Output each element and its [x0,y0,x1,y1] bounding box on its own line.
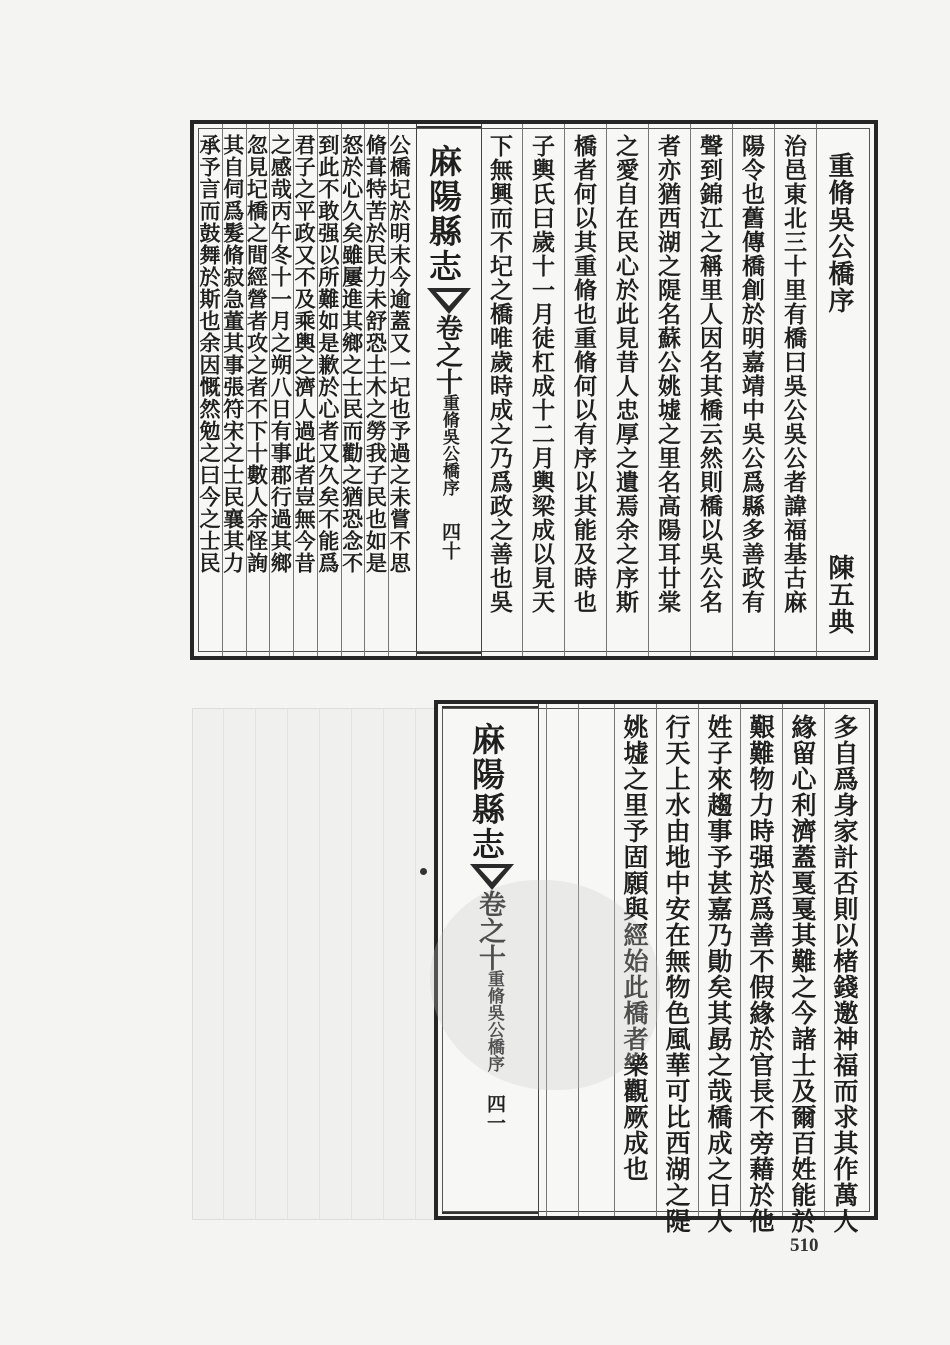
column-rule [388,124,389,656]
text-column: 治邑東北三十里有橋曰吳公吳公者諱福基古麻 [780,134,807,614]
column-rule [317,124,318,656]
text-column: 多自爲身家計否則以楮錢邀神福而求其作萬人 [830,714,859,1234]
text-column: 公橋圮於明末今逾蓋又一圮也予過之未嘗不思 [387,134,413,574]
column-rule [246,124,247,656]
juan-number: 卷之十 [431,314,462,395]
text-column: 緣留心利濟蓋戛戛其難之今諸士及爾百姓能於 [788,714,817,1234]
column-rule [293,124,294,656]
text-column: 之愛自在民心於此見昔人忠厚之遺焉余之序斯 [612,134,639,614]
gazetteer-title: 麻陽縣志 [424,144,463,284]
top-leaf [190,120,878,660]
column-rule [269,124,270,656]
text-column: 下無興而不圮之橋唯歲時成之乃爲政之善也吳 [486,134,513,614]
text-column: 君子之平政又不及乘輿之濟人過此者豈無今昔 [292,134,318,574]
column-rule [364,124,365,656]
text-column: 者亦猶西湖之隄名蘇公姚墟之里名高陽耳廿棠 [654,134,681,614]
text-column: 承予言而鼓舞於斯也余因慨然勉之曰今之士民 [197,134,222,574]
text-column: 到此不敢强以所難如是歉於心者又久矣不能爲 [315,134,341,574]
text-column: 行天上水由地中安在無物色風華可比西湖之隄 [662,714,691,1234]
author-name: 陳五典 [824,554,854,635]
folio-number: 四十 [439,522,461,560]
ink-dot [420,868,427,875]
text-column: 子輿氏曰歲十一月徒杠成十二月輿梁成以見天 [528,134,555,614]
text-column: 姚墟之里予固願與經始此橋者樂觀厥成也 [620,714,649,1182]
text-column: 聲到錦江之稱里人因名其橋云然則橋以吳公名 [696,134,723,614]
text-column: 忽見圮橋之間經營者攻之者不下十數人余怪詢 [244,134,270,574]
column-rule [222,124,223,656]
page-number: 510 [790,1235,819,1256]
center-subtitle: 重脩吳公橋序 [438,394,459,496]
text-column: 橋者何以其重脩也重脩何以有序以其能及時也 [570,134,597,614]
essay-title: 重脩吳公橋序 [824,152,854,314]
text-column: 脩葺特苦於民力未舒恐土木之勞我子民也如是 [363,134,389,574]
text-column: 陽令也舊傳橋創於明嘉靖中吳公爲縣多善政有 [738,134,765,614]
ghost-leaf-bleedthrough [192,708,444,1220]
folio-number: 四一 [484,1094,506,1132]
text-column: 之感哉丙午冬十一月之朔八日有事郡行過其鄉 [268,134,294,574]
fish-tail-mark [427,288,471,314]
text-column: 怒於心久矣雖屢進其鄉之士民而勸之猶恐念不 [339,134,365,574]
text-column: 姓子來趨事予甚嘉乃勛矣其勗之哉橋成之日人 [704,714,733,1234]
center-strip [416,124,482,656]
text-column: 艱難物力時强於爲善不假緣於官長不旁藉於他 [746,714,775,1234]
text-column: 其自伺爲髮脩寂急董其事張符宋之士民襄其力 [220,134,246,574]
center-subtitle: 重脩吳公橋序 [483,970,504,1072]
gazetteer-title: 麻陽縣志 [467,722,506,862]
column-rule [341,124,342,656]
juan-number: 卷之十 [474,890,505,971]
